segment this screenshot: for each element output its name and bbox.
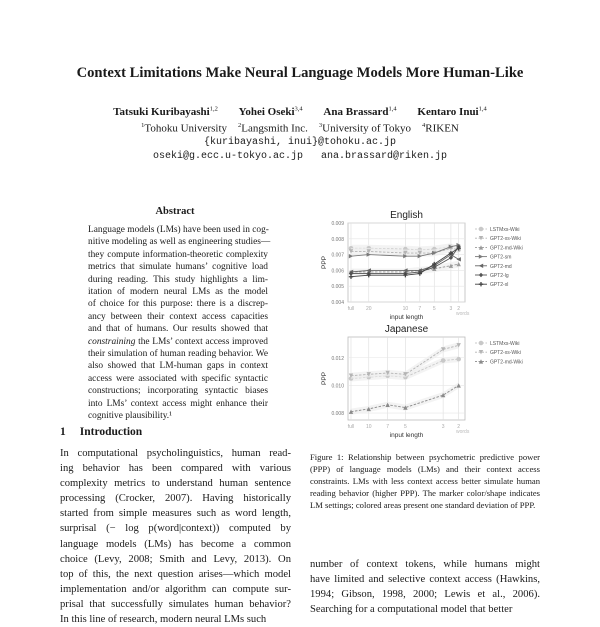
text-line: access were associated with specific syntactic xyxy=(88,373,268,384)
text-line: itation of modern neural LMs as the model xyxy=(88,287,268,298)
legend-marker xyxy=(479,264,483,268)
author: Yohei Oseki$^{3,4}$ xyxy=(238,105,303,118)
text-line: ing behavior has been compared with various xyxy=(60,463,291,475)
legend-label: GPT2-sm xyxy=(490,254,512,261)
paper-title: Context Limitations Make Neural Language Models More Human-Like xyxy=(76,65,524,81)
y-axis-label: PPP xyxy=(321,255,328,270)
legend-label: GPT2-md-Wiki xyxy=(490,359,523,366)
plot-area xyxy=(348,223,465,302)
text-line: Searching for a computational model that better xyxy=(310,604,513,616)
text-line: In this line of research, modern neural LMs such xyxy=(60,614,267,626)
x-tick-label: 2 xyxy=(457,306,461,312)
text-line: constraining the LMs’ context access improved xyxy=(88,336,268,347)
text-line: constructions; incorporating syntactic biases xyxy=(88,386,268,397)
text-line: they compute information-theoretic complexity xyxy=(88,249,268,260)
x-tick-label: full xyxy=(347,306,355,312)
figure-caption: Figure 1: Relationship between psychometric predictive power (PPP) of language models (LMs) and their context access constraints. LMs with less context access better simulate human reading behavior (higher PPP). The marker color/shape indicates LM settings; colored areas present one standard deviation of PPP. xyxy=(310,452,540,510)
right-column-text xyxy=(310,557,540,617)
text-line: prisal that successfully simulates human behavior? xyxy=(60,598,291,610)
y-tick-label: 0.005 xyxy=(331,284,344,291)
author: Kentaro Inui$^{1,4}$ xyxy=(417,105,487,118)
text-line: language models (LMs) has become a common xyxy=(60,538,291,550)
x-tick-label: 7 xyxy=(418,306,422,312)
legend-label: LSTMxs-Wiki xyxy=(490,227,520,233)
text-line: complexity metrics to understand human sentence xyxy=(60,478,291,490)
x-tick-label: 3 xyxy=(441,424,445,430)
legend-label: GPT2-md xyxy=(490,263,512,270)
data-point xyxy=(441,358,446,363)
text-line: surprisal (− log p(word|context)) computed by xyxy=(60,523,291,535)
x-unit-label: words xyxy=(455,311,470,317)
author: Ana Brassard$^{1,4}$ xyxy=(323,105,397,118)
text-line: and that of humans. Our results showed that xyxy=(88,324,268,335)
legend-marker xyxy=(479,227,484,232)
abstract-text xyxy=(88,224,271,423)
chart-title: English xyxy=(390,210,423,221)
email: {kuribayashi, inui}@tohoku.ac.jp xyxy=(203,137,397,149)
text-line: ancy between their context access capacities xyxy=(88,311,268,322)
y-tick-label: 0.012 xyxy=(331,355,344,362)
legend-label: LSTMxs-Wiki xyxy=(490,341,520,347)
x-unit-label: words xyxy=(455,429,470,435)
legend-marker xyxy=(479,254,483,258)
chart-title: Japanese xyxy=(384,324,429,335)
author-names xyxy=(0,102,600,119)
x-tick-label: 20 xyxy=(365,306,372,312)
email: oseki@g.ecc.u-tokyo.ac.jp ana.brassard@riken.jp xyxy=(152,150,448,162)
text-line: started from simple measures such as word length, xyxy=(60,508,291,520)
text-line: number of context tokens, while humans might xyxy=(310,559,540,570)
legend-label: GPT2-xs-Wiki xyxy=(490,350,521,357)
text-line: nitive modeling as well as engineering studies— xyxy=(88,237,271,248)
y-tick-label: 0.006 xyxy=(331,268,344,275)
legend-marker xyxy=(479,273,483,277)
legend-marker xyxy=(479,341,484,346)
y-tick-label: 0.007 xyxy=(331,252,344,259)
text-line: 1994; Gibson, 1998, 2000; Lewis et al., 2006). xyxy=(310,589,540,601)
text-line: processing (Crocker, 2007). Having historically xyxy=(60,493,291,505)
x-tick-label: 2 xyxy=(457,424,461,430)
text-line: In computational psycholinguistics, human read- xyxy=(60,448,291,459)
legend-marker xyxy=(479,282,483,286)
y-tick-label: 0.004 xyxy=(331,300,344,306)
data-point xyxy=(456,357,461,362)
text-line: into LMs’ context access might enhance their xyxy=(88,398,268,409)
legend-label: GPT2-xl xyxy=(490,282,509,289)
x-tick-label: 10 xyxy=(402,306,409,312)
text-line: during reading. This study highlights a lim- xyxy=(88,274,268,285)
affiliations: $^1$Tohoku University $^2$Langsmith Inc. $^3$University of Tokyo $^4$RIKEN xyxy=(141,122,459,135)
text-line: metrics that simulate humans’ cognitive load xyxy=(88,262,268,273)
x-tick-label: 5 xyxy=(432,306,436,312)
x-axis-label: input length xyxy=(389,314,424,321)
x-tick-label: 7 xyxy=(386,424,390,430)
x-tick-label: 3 xyxy=(449,306,453,312)
text-line: cognitive plausibility.¹ xyxy=(88,411,172,422)
author: Tatsuki Kuribayashi$^{1,2}$ xyxy=(113,105,218,118)
x-axis-label: input length xyxy=(389,432,424,439)
text-line: implementation and/or algorithm can compute sur- xyxy=(60,583,291,595)
text-line: of choice for this purpose: there is a discrep- xyxy=(88,299,268,310)
y-tick-label: 0.010 xyxy=(331,383,344,390)
abstract-heading: Abstract xyxy=(155,206,195,217)
y-axis-label: PPP xyxy=(321,371,328,386)
author-block xyxy=(0,102,600,163)
text-line: have limited and selective context access (Hawkins, xyxy=(310,574,540,586)
text-line: also showed that LM-human gaps in context xyxy=(88,361,268,372)
figure-1-chart xyxy=(300,205,540,445)
y-tick-label: 0.009 xyxy=(331,221,344,227)
legend-label: GPT2-lg xyxy=(490,273,509,279)
text-line: Language models (LMs) have been used in cog- xyxy=(88,225,269,235)
x-tick-label: full xyxy=(347,424,355,430)
x-tick-label: 10 xyxy=(365,424,372,430)
y-tick-label: 0.008 xyxy=(331,411,344,418)
legend-label: GPT2-xs-Wiki xyxy=(490,236,521,243)
text-line: top of this, the next question arises—which model xyxy=(60,568,291,580)
text-line: their simulation of human reading behavior. We xyxy=(88,349,268,360)
section-heading: 1 Introduction xyxy=(60,426,143,438)
text-line: choice (Levy, 2008; Smith and Levy, 2013). On xyxy=(60,553,291,565)
y-tick-label: 0.008 xyxy=(331,236,344,243)
x-tick-label: 5 xyxy=(403,424,407,430)
legend-label: GPT2-md-Wiki xyxy=(490,245,523,252)
